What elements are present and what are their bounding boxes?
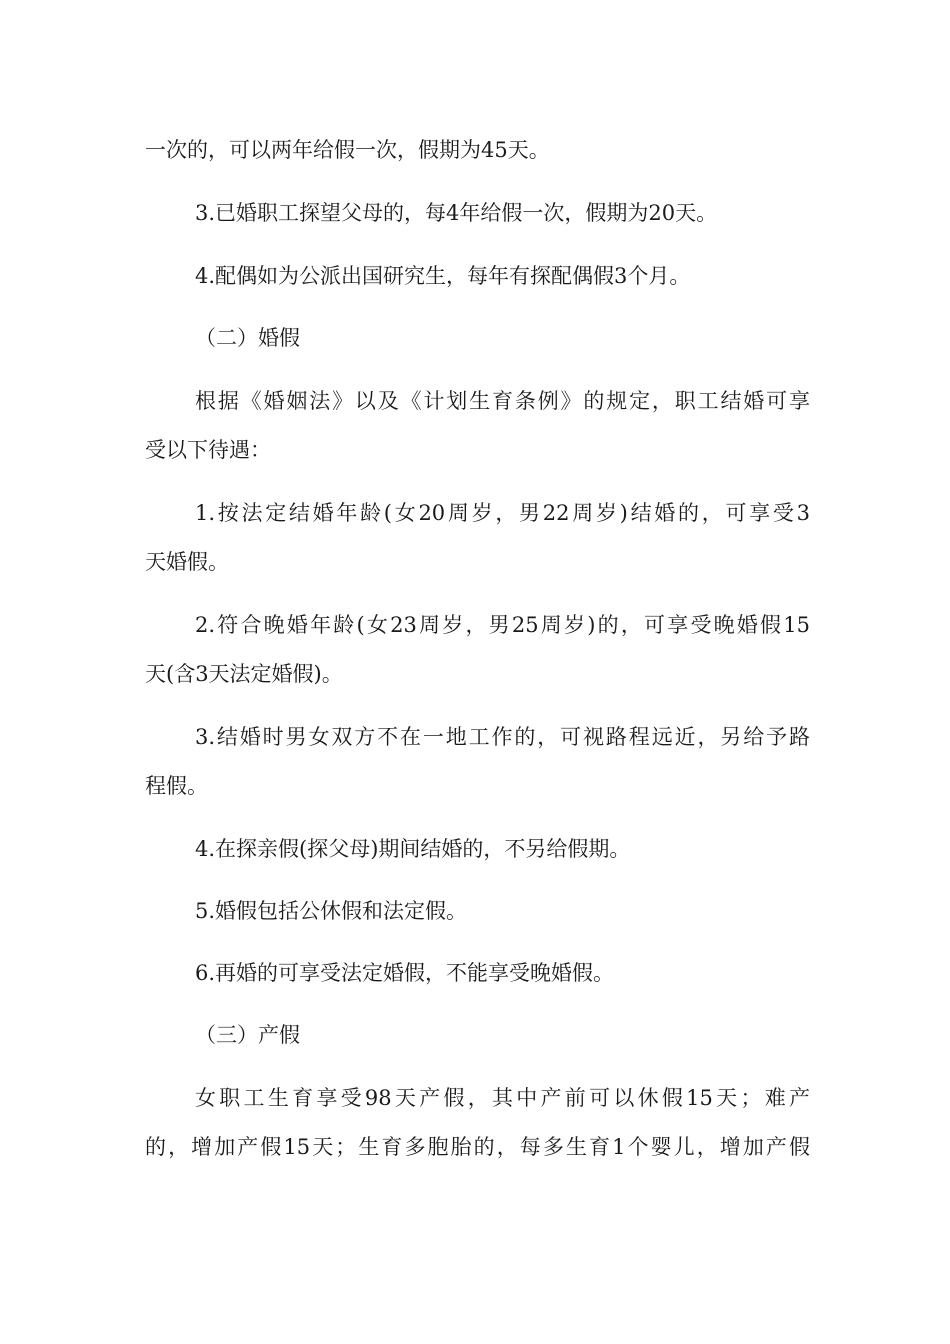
section-heading: （二）婚假	[195, 326, 300, 350]
text-line: 女职工生育享受98天产假，其中产前可以休假15天；难产	[195, 1086, 810, 1110]
list-item: 5.婚假包括公休假和法定假。	[195, 899, 468, 923]
list-item: 3.已婚职工探望父母的，每4年给假一次，假期为20天。	[195, 201, 718, 225]
text-line: 受以下待遇：	[145, 438, 271, 462]
section-heading: （三）产假	[195, 1023, 300, 1047]
list-item: 2.符合晚婚年龄(女23周岁，男25周岁)的，可享受晚婚假15	[195, 613, 810, 637]
list-item: 3.结婚时男女双方不在一地工作的，可视路程远近，另给予路	[195, 725, 810, 749]
text-line: 根据《婚姻法》以及《计划生育条例》的规定，职工结婚可享	[195, 389, 810, 413]
list-item: 1.按法定结婚年龄(女20周岁，男22周岁)结婚的，可享受3	[195, 501, 810, 525]
list-item: 6.再婚的可享受法定婚假，不能享受晚婚假。	[195, 961, 615, 985]
text-line: 程假。	[145, 774, 208, 798]
text-line: 一次的，可以两年给假一次，假期为45天。	[145, 138, 550, 162]
text-line: 的，增加产假15天；生育多胞胎的，每多生育1个婴儿，增加产假	[145, 1135, 810, 1159]
list-item: 4.配偶如为公派出国研究生，每年有探配偶假3个月。	[195, 264, 691, 288]
list-item: 4.在探亲假(探父母)期间结婚的，不另给假期。	[195, 837, 631, 861]
text-line: 天婚假。	[145, 550, 229, 574]
text-line: 天(含3天法定婚假)。	[145, 662, 343, 686]
